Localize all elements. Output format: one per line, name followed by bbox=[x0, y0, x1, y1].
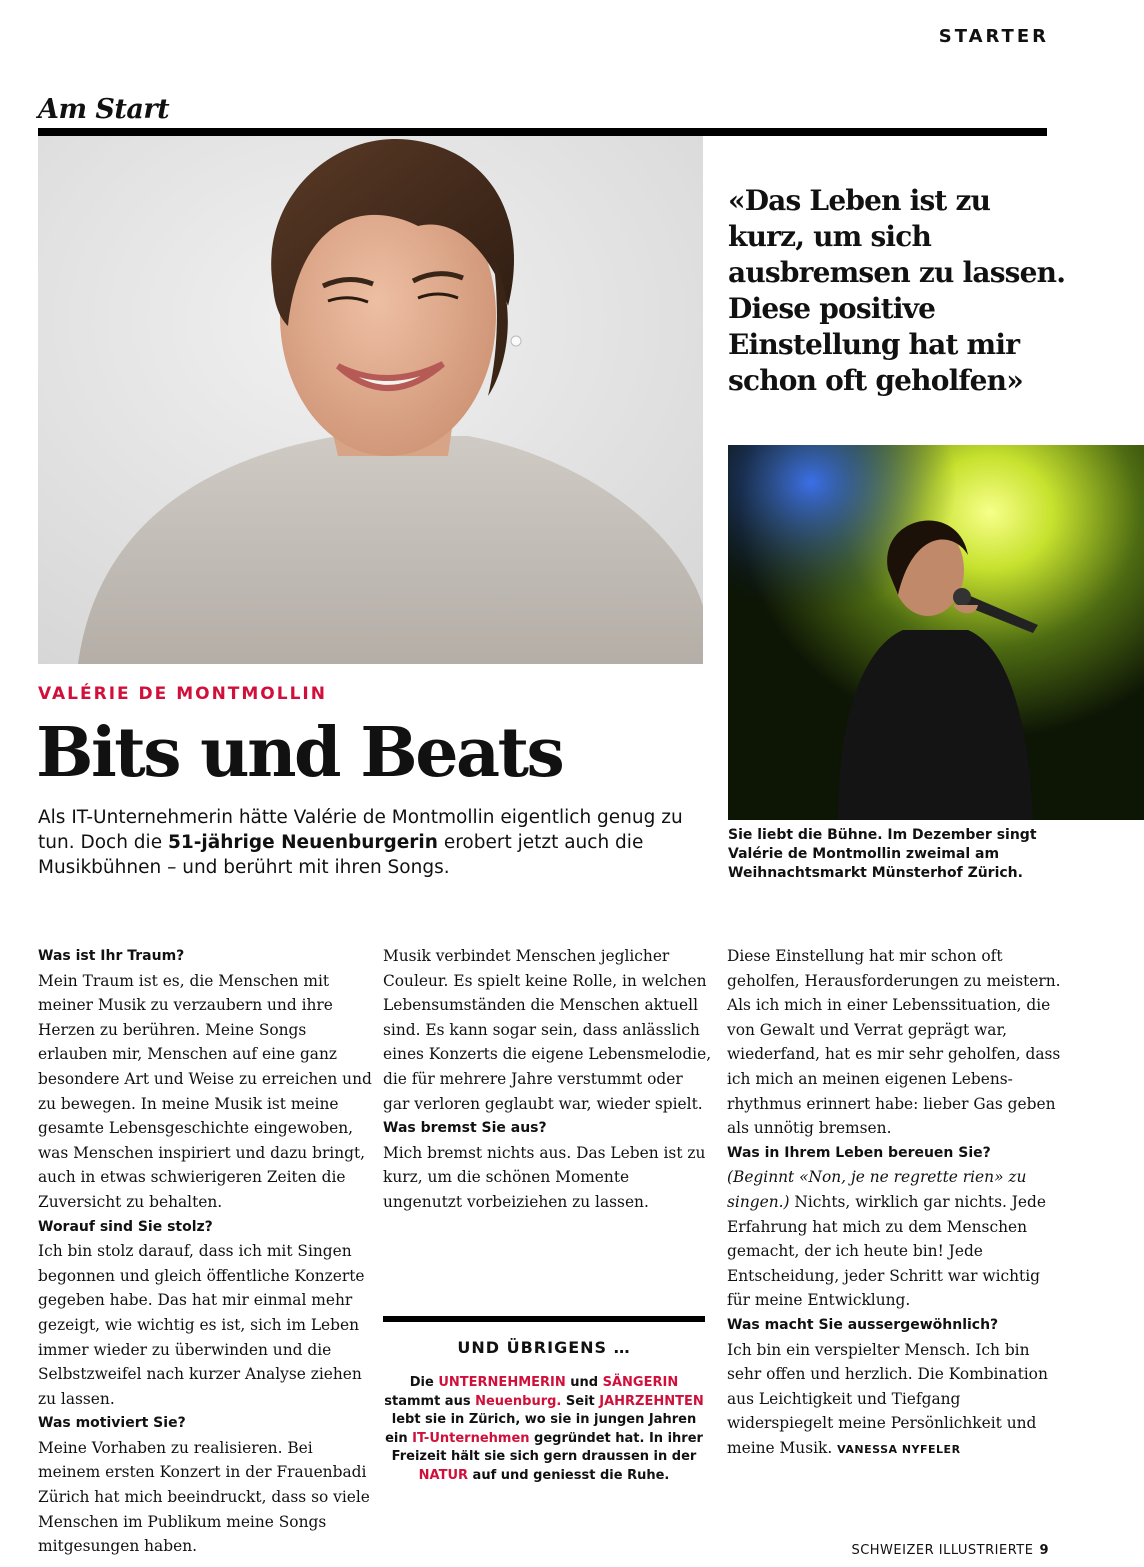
answer-6 bbox=[727, 1338, 1063, 1463]
question-3: Was motiviert Sie? bbox=[38, 1415, 186, 1432]
answer-6-text: Ich bin ein verspielter Mensch. Ich bin sehr offen und herzlich. Die Kombination aus Leichtigkeit und Tiefgang widerspiegelt meine Persönlichkeit und meine Musik. bbox=[727, 1340, 1048, 1457]
aside-highlight: NATUR bbox=[418, 1467, 469, 1483]
question-2: Worauf sind Sie stolz? bbox=[38, 1218, 213, 1235]
rubric-title: Am Start bbox=[38, 94, 170, 125]
article-lead bbox=[38, 805, 698, 880]
answer-1: Mein Traum ist es, die Menschen mit meiner Musik zu verzaubern und ihre Herzen zu berühren. Meine Songs erlauben mir, Menschen auf eine ganz besondere Art und Weise zu erreichen und zu bewegen. In meine Musik ist meine gesamte Lebensgeschichte eingewoben, was Menschen inspiriert und dazu bringt, auch in etwas schwierigeren Zeiten die Zuversicht zu behalten. bbox=[38, 971, 372, 1211]
answer-5-italic: (Beginnt «Non, je ne regrette rien» zu singen.) bbox=[727, 1168, 1027, 1211]
aside-fragment: und bbox=[565, 1375, 603, 1390]
aside-title: UND ÜBRIGENS … bbox=[457, 1338, 631, 1357]
page-number: 9 bbox=[1039, 1543, 1049, 1558]
portrait-photo bbox=[38, 136, 703, 664]
aside-fragment: Die bbox=[409, 1375, 439, 1390]
answer-4-part-2: Diese Einstellung hat mir schon oft geholfen, Herausforderungen zu meistern. Als ich mich in einer Lebenssituation, die von Gewalt und Verrat geprägt war, wiederfand, hat es mir sehr geholfen, dass ich mich an meinen eigenen Lebensrhythmus erinnert habe: lieber Gas geben als unnötig bremsen. bbox=[727, 947, 1061, 1138]
author-byline: VANESSA NYFELER bbox=[837, 1442, 961, 1456]
publication-name: SCHWEIZER ILLUSTRIERTE bbox=[851, 1543, 1034, 1558]
section-label: STARTER bbox=[938, 26, 1049, 47]
body-column-3 bbox=[727, 944, 1063, 1462]
photo-caption: Sie liebt die Bühne. Im Dezember singt Valérie de Montmollin zweimal am Weihnachtsmarkt Münsterhof Zürich. bbox=[728, 827, 1037, 881]
lead-text-end: erobert jetzt auch die Musikbühnen – und berührt mit ihren Songs. bbox=[38, 832, 644, 878]
answer-2: Ich bin stolz darauf, dass ich mit Singen begonnen und gleich öffentliche Konzerte gegeben habe. Das hat mir einmal mehr gezeigt, wie wichtig es ist, sich im Leben immer wieder zu überwinden und die Selbstzweifel nach kurzer Analyse ziehen zu lassen. bbox=[38, 1242, 365, 1408]
aside-highlight: JAHRZEHNTEN bbox=[599, 1393, 704, 1409]
stage-photo bbox=[728, 445, 1144, 820]
answer-3-part-2: Musik verbindet Menschen jeglicher Couleur. Es spielt keine Rolle, in welchen Lebensumständen die Menschen aktuell sind. Es kann sogar sein, dass anlässlich eines Konzerts die eigene Lebensmelodie, die für mehrere Jahre verstummt oder gar verloren geglaubt war, wieder spielt. bbox=[383, 947, 712, 1113]
aside-highlight: Neuenburg. bbox=[475, 1393, 562, 1409]
aside-highlight: IT-Unternehmen bbox=[412, 1430, 530, 1446]
aside-highlight: UNTERNEHMERIN bbox=[438, 1375, 566, 1390]
body-column-2 bbox=[383, 944, 713, 1215]
page-footer bbox=[851, 1543, 1049, 1558]
question-5: Was in Ihrem Leben bereuen Sie? bbox=[727, 1144, 991, 1161]
aside-fragment: Seit bbox=[561, 1393, 600, 1409]
aside-fragment: lebt sie in Zürich, wo sie in jungen Jahren ein bbox=[385, 1412, 697, 1446]
header-rule bbox=[38, 128, 1047, 136]
lead-text-start: Als IT-Unternehmerin hätte Valérie de Montmollin eigentlich genug zu tun. Doch die bbox=[38, 807, 683, 853]
answer-4-part-1: Mich bremst nichts aus. Das Leben ist zu kurz, um die schönen Momente ungenutzt vorbeiziehen zu lassen. bbox=[383, 1143, 706, 1211]
aside-fragment: auf und geniesst die Ruhe. bbox=[468, 1467, 670, 1483]
aside-text bbox=[383, 1374, 705, 1486]
aside-rule bbox=[383, 1316, 705, 1322]
lead-highlight: 51-jährige Neuenburgerin bbox=[167, 832, 438, 853]
question-6: Was macht Sie aussergewöhnlich? bbox=[727, 1316, 999, 1333]
aside-fragment: stammt aus bbox=[384, 1393, 476, 1409]
answer-5-text: Nichts, wirklich gar nichts. Jede Erfahrung hat mich zu dem Menschen gemacht, der ich heute bin! Jede Entscheidung, jeder Schritt war wichtig für meine Entwicklung. bbox=[727, 1192, 1046, 1310]
answer-3-part-1: Meine Vorhaben zu realisieren. Bei meinem ersten Konzert in der Frauenbadi Zürich hat mich beeindruckt, dass so viele Menschen im Publikum meine Songs mitgesungen haben. bbox=[38, 1438, 370, 1556]
question-1: Was ist Ihr Traum? bbox=[38, 948, 185, 964]
question-4: Was bremst Sie aus? bbox=[383, 1120, 547, 1137]
article-kicker: VALÉRIE DE MONTMOLLIN bbox=[38, 684, 327, 704]
answer-5 bbox=[727, 1165, 1063, 1313]
pull-quote: «Das Leben ist zu kurz, um sich ausbremsen zu lassen. Diese positive Einstellung hat mir schon oft geholfen» bbox=[728, 184, 1066, 397]
aside-highlight: SÄNGERIN bbox=[602, 1375, 679, 1390]
body-column-1 bbox=[38, 944, 374, 1559]
article-headline: Bits und Beats bbox=[36, 713, 563, 793]
aside-fragment: gegründet hat. In ihrer Freizeit hält sie sich gern draussen in der bbox=[391, 1430, 703, 1465]
